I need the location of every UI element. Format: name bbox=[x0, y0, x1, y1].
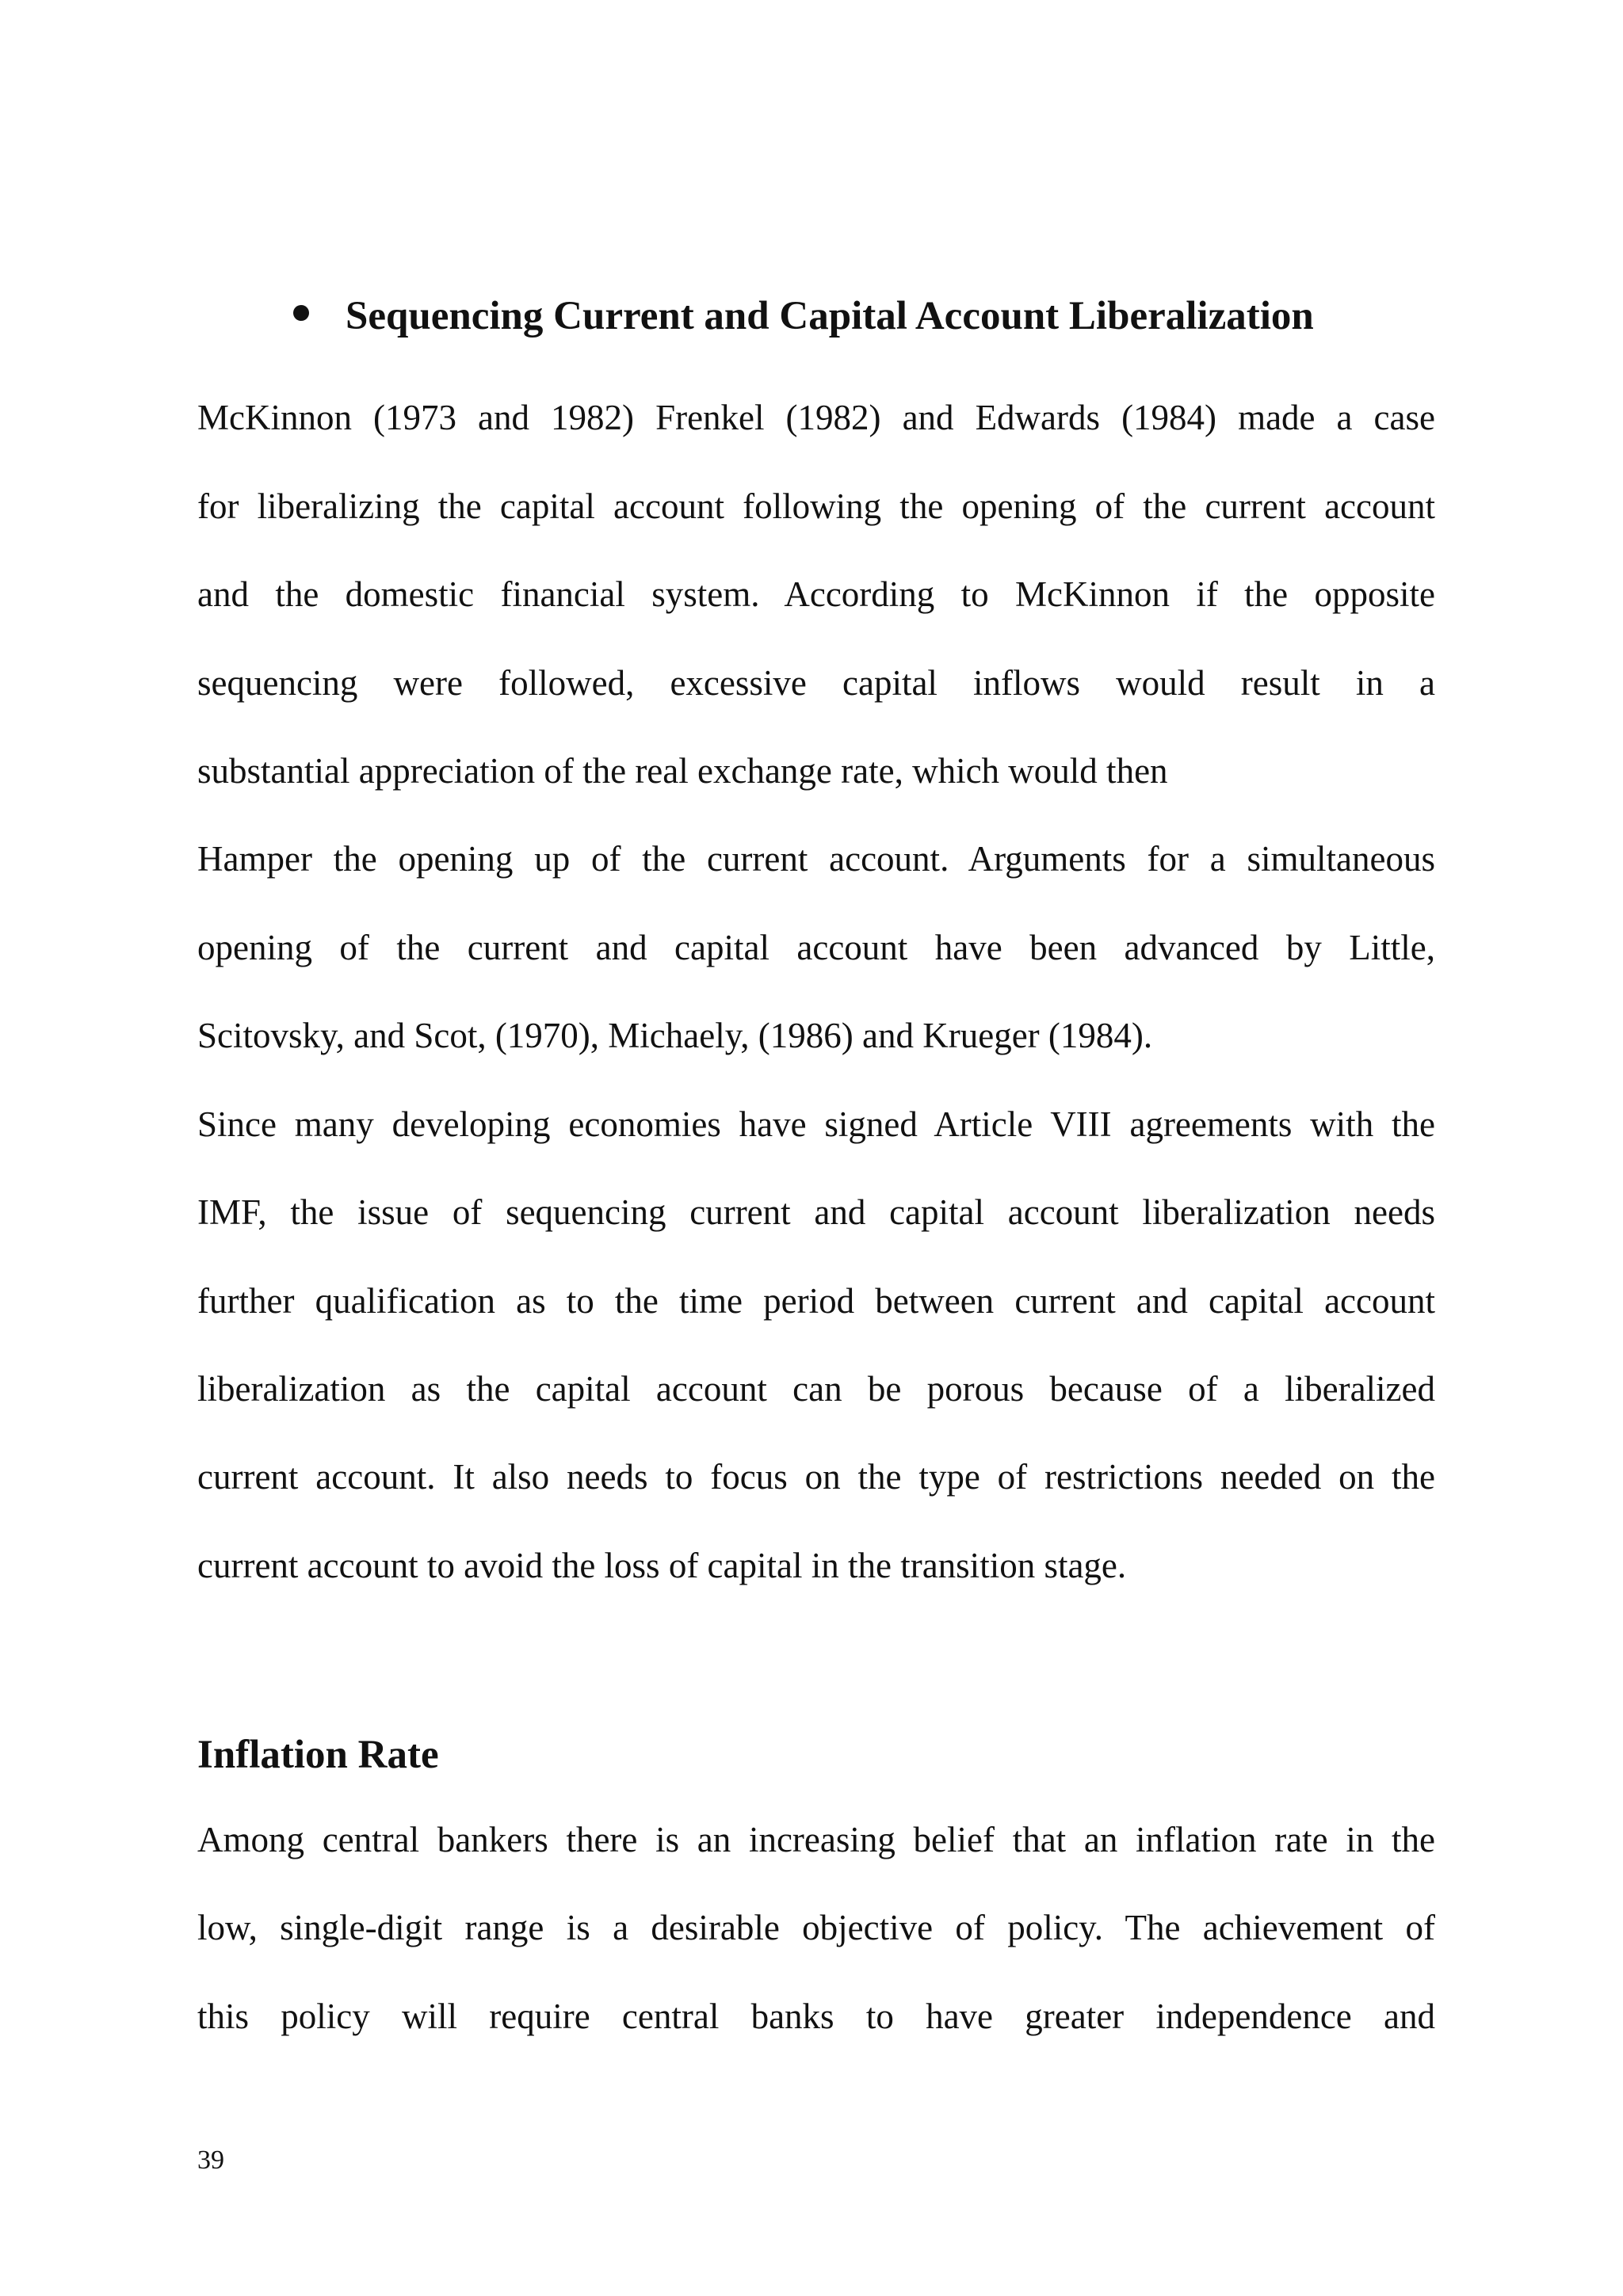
bullet-icon bbox=[293, 305, 309, 321]
paragraph-line: liberalization as the capital account can be porous because of a liberalized bbox=[197, 1369, 1435, 1409]
paragraph-line: sequencing were followed, excessive capital inflows would result in a bbox=[197, 663, 1435, 703]
section-heading-inflation: Inflation Rate bbox=[197, 1733, 439, 1777]
paragraph-line: current account. It also needs to focus on the type of restrictions needed on the bbox=[197, 1457, 1435, 1497]
paragraph-line: low, single-digit range is a desirable objective of policy. The achievement of bbox=[197, 1908, 1435, 1947]
paragraph-line: Since many developing economies have signed Article VIII agreements with the bbox=[197, 1104, 1435, 1144]
paragraph-line: this policy will require central banks to have greater independence and bbox=[197, 1997, 1435, 2036]
paragraph-line: and the domestic financial system. According to McKinnon if the opposite bbox=[197, 574, 1435, 614]
paragraph-line: for liberalizing the capital account following the opening of the current account bbox=[197, 486, 1435, 526]
section-heading-text: Sequencing Current and Capital Account Liberalization bbox=[346, 294, 1314, 338]
page-number: 39 bbox=[197, 2145, 224, 2175]
paragraph-line: Among central bankers there is an increasing belief that an inflation rate in the bbox=[197, 1820, 1435, 1859]
paragraph-line: further qualification as to the time period between current and capital account bbox=[197, 1281, 1435, 1321]
paragraph-line: opening of the current and capital account have been advanced by Little, bbox=[197, 928, 1435, 967]
paragraph-line: IMF, the issue of sequencing current and capital account liberalization needs bbox=[197, 1192, 1435, 1232]
paragraph-line: substantial appreciation of the real exchange rate, which would then bbox=[197, 751, 1168, 791]
paragraph-line: McKinnon (1973 and 1982) Frenkel (1982) and Edwards (1984) made a case bbox=[197, 398, 1435, 437]
section-heading-sequencing bbox=[293, 288, 1450, 344]
paragraph-line: current account to avoid the loss of capital in the transition stage. bbox=[197, 1546, 1127, 1585]
paragraph-line: Scitovsky, and Scot, (1970), Michaely, (1986) and Krueger (1984). bbox=[197, 1016, 1153, 1055]
paragraph-line: Hamper the opening up of the current account. Arguments for a simultaneous bbox=[197, 839, 1435, 879]
